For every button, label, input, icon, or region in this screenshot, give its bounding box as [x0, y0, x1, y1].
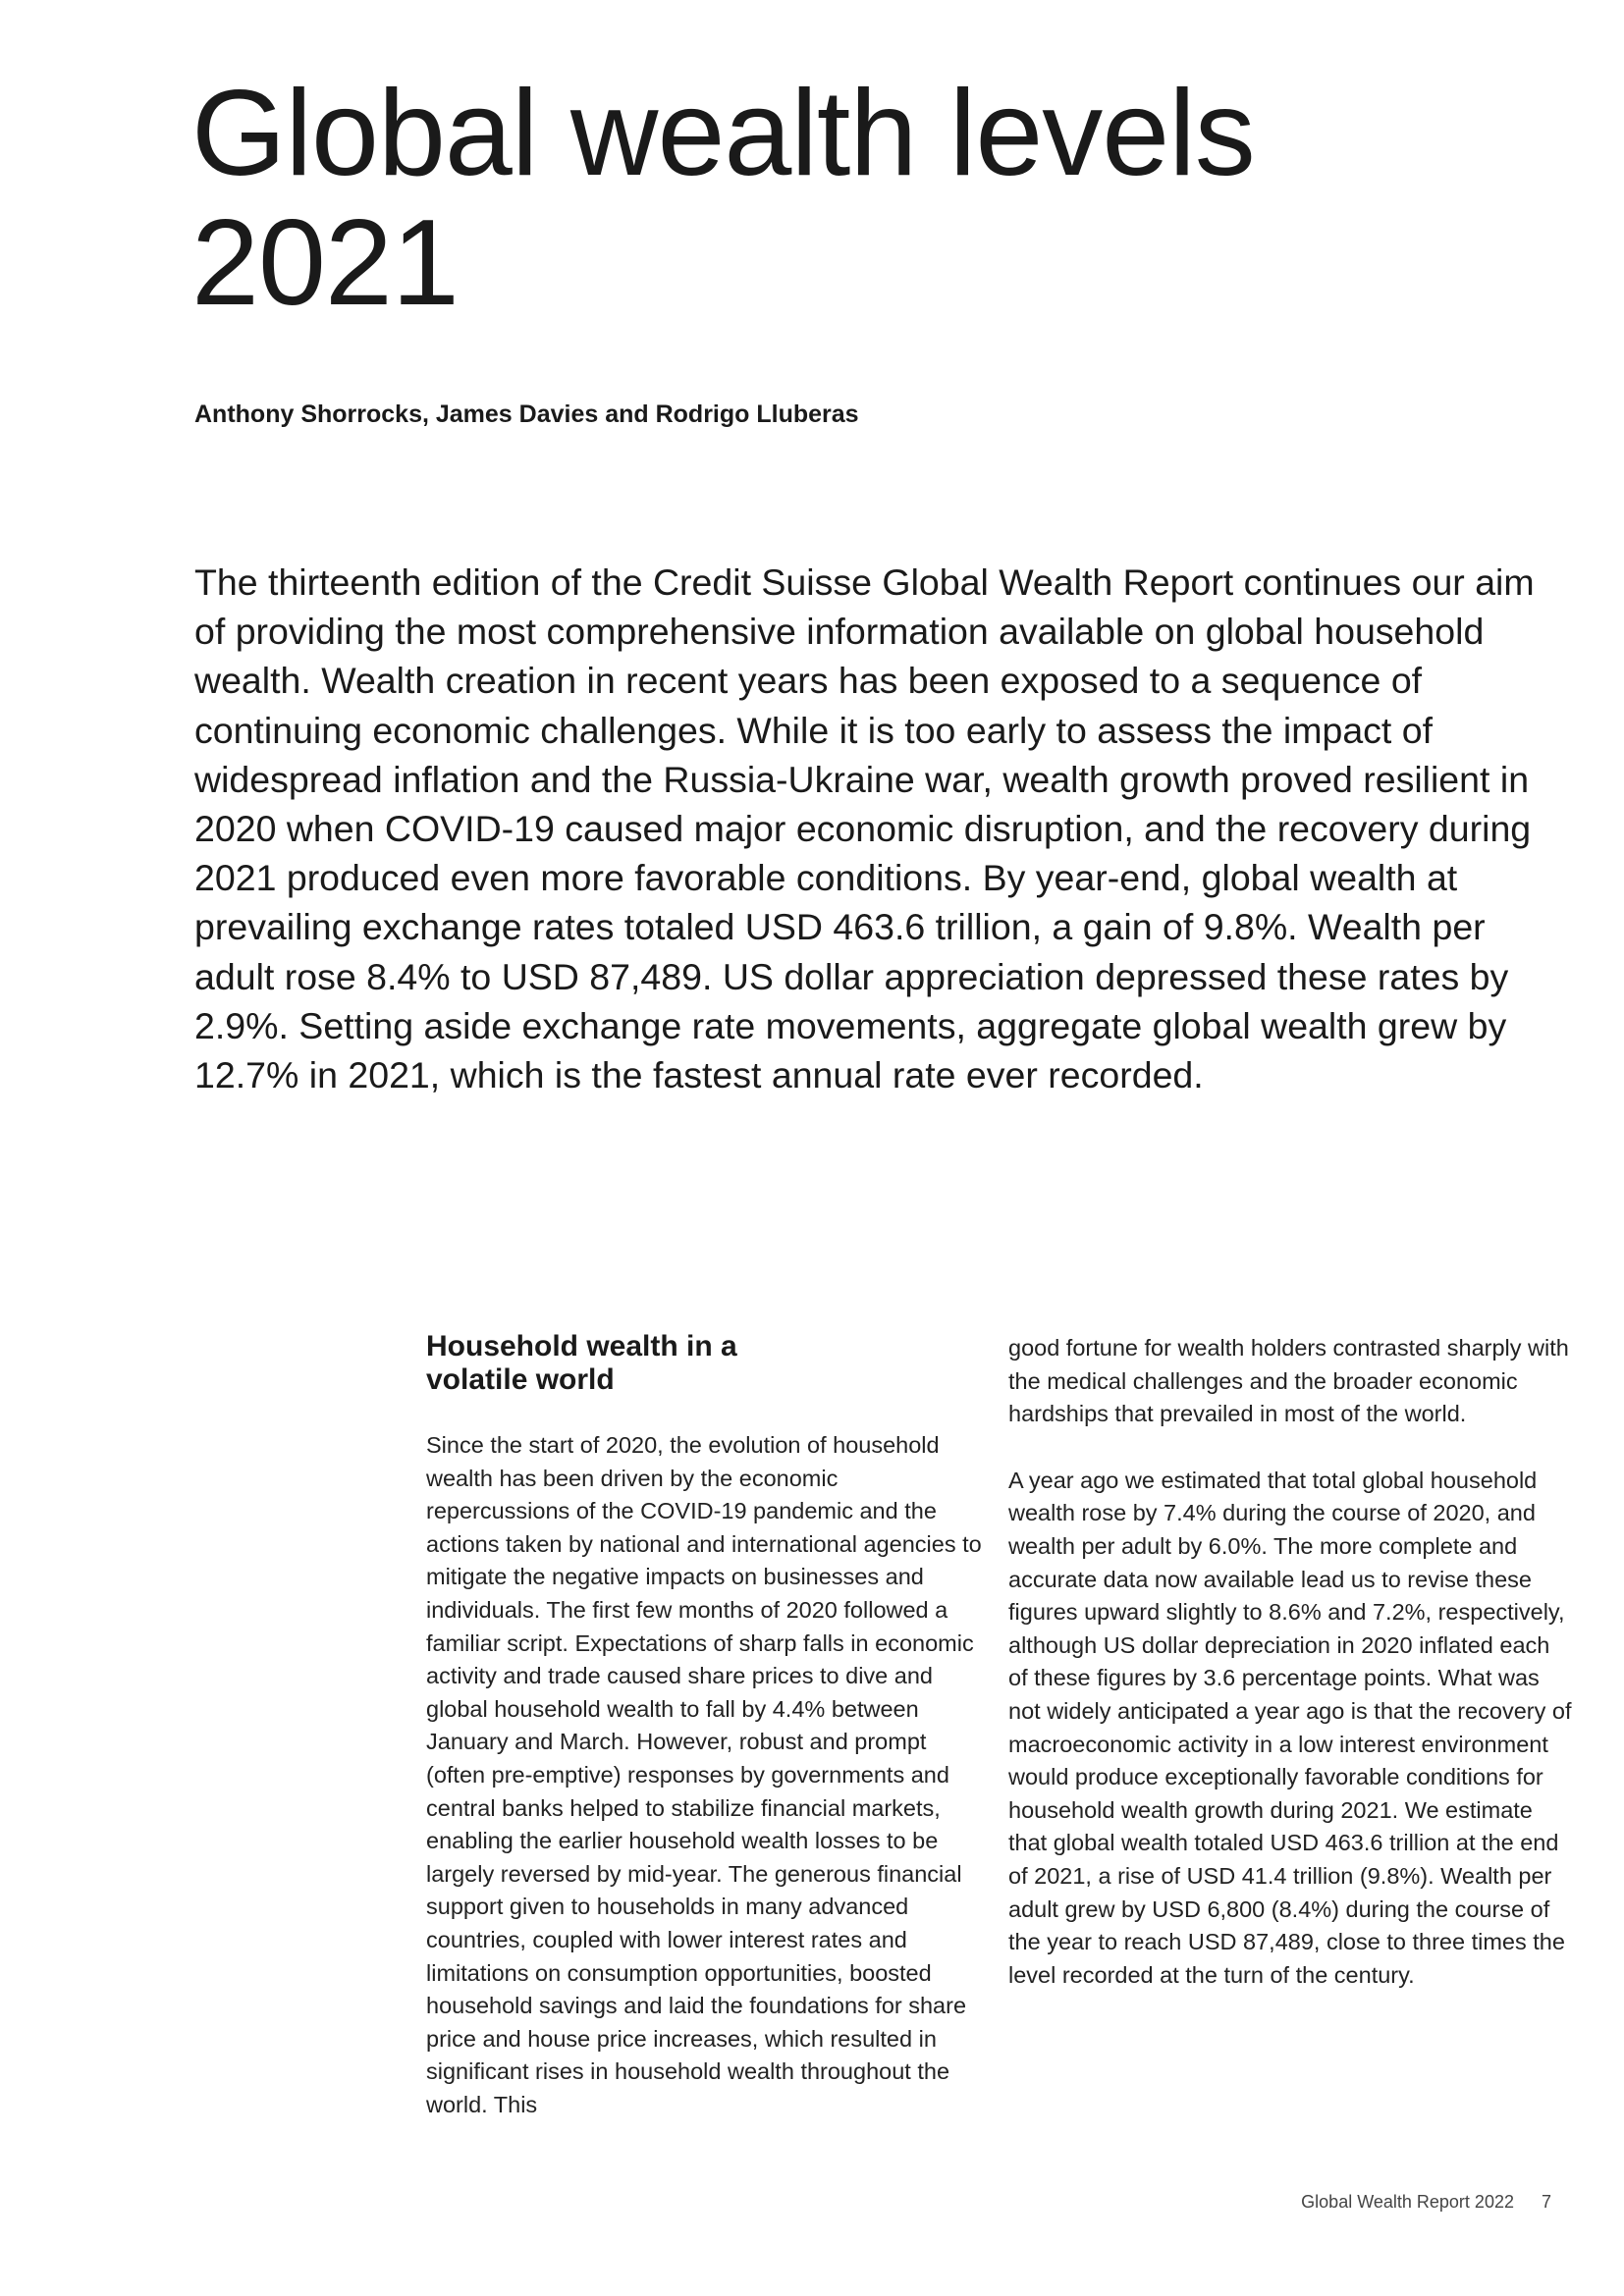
- lead-paragraph: The thirteenth edition of the Credit Suisse Global Wealth Report continues our aim of providing the most comprehensive information available on global household wealth. Wealth creation in recent years has been exposed to a sequence of continuing economic challenges. While it is too early to assess the impact of widespread inflation and the Russia-Ukraine war, wealth growth proved resilient in 2020 when COVID-19 caused major economic disruption, and the recovery during 2021 produced even more favorable conditions. By year-end, global wealth at prevailing exchange rates totaled USD 463.6 trillion, a gain of 9.8%. Wealth per adult rose 8.4% to USD 87,489. US dollar appreciation depressed these rates by 2.9%. Setting aside exchange rate movements, aggregate global wealth grew by 12.7% in 2021, which is the fastest annual rate ever recorded.: [194, 561, 1535, 1096]
- body-paragraph-2: A year ago we estimated that total global household wealth rose by 7.4% during the course of 2020, and wealth per adult by 6.0%. The more complete and accurate data now available lead us to revise these figures upward slightly to 8.6% and 7.2%, respectively, although US dollar depreciation in 2020 inflated each of these figures by 3.6 percentage points. What was not widely anticipated a year ago is that the recovery of macroeconomic activity in a low interest environment would produce exceptionally favorable conditions for household wealth growth during 2021. We estimate that global wealth totaled USD 463.6 trillion at the end of 2021, a rise of USD 41.4 trillion (9.8%). Wealth per adult grew by USD 6,800 (8.4%) during the course of the year to reach USD 87,489, close to three times the level recorded at the turn of the century.: [1008, 1467, 1572, 1988]
- body-column-right: [1008, 1332, 1573, 2025]
- body-paragraph-1: Since the start of 2020, the evolution of household wealth has been driven by the economic repercussions of the COVID-19 pandemic and the actions taken by national and international agencies to mitigate the negative impacts on businesses and individuals. The first few months of 2020 followed a familiar script. Expectations of sharp falls in economic activity and trade caused share prices to dive and global household wealth to fall by 4.4% between January and March. However, robust and prompt (often pre-emptive) responses by governments and central banks helped to stabilize financial markets, enabling the earlier household wealth losses to be largely reversed by mid-year. The generous financial support given to households in many advanced countries, coupled with lower interest rates and limitations on consumption opportunities, boosted household savings and laid the foundations for share price and house price increases, which resulted in significant rises in household wealth throughout the world. This: [426, 1432, 982, 2117]
- page-footer: [1227, 2190, 1551, 2214]
- page-title-line-2: 2021: [191, 195, 459, 331]
- section-heading: [426, 1330, 986, 1397]
- body-paragraph-1-continued: good fortune for wealth holders contrasted sharply with the medical challenges and the broader economic hardships that prevailed in most of the world.: [1008, 1335, 1569, 1427]
- page-title-line-1: Global wealth levels: [191, 66, 1255, 201]
- section-heading-line-1: Household wealth in a: [426, 1330, 737, 1362]
- page-title: [191, 66, 1468, 331]
- section-heading-line-2: volatile world: [426, 1363, 615, 1396]
- body-column-left: [426, 1330, 986, 2155]
- footer-publication-title: Global Wealth Report 2022: [1301, 2192, 1514, 2212]
- page-number: 7: [1541, 2192, 1551, 2212]
- author-byline: Anthony Shorrocks, James Davies and Rodrigo Lluberas: [194, 400, 859, 428]
